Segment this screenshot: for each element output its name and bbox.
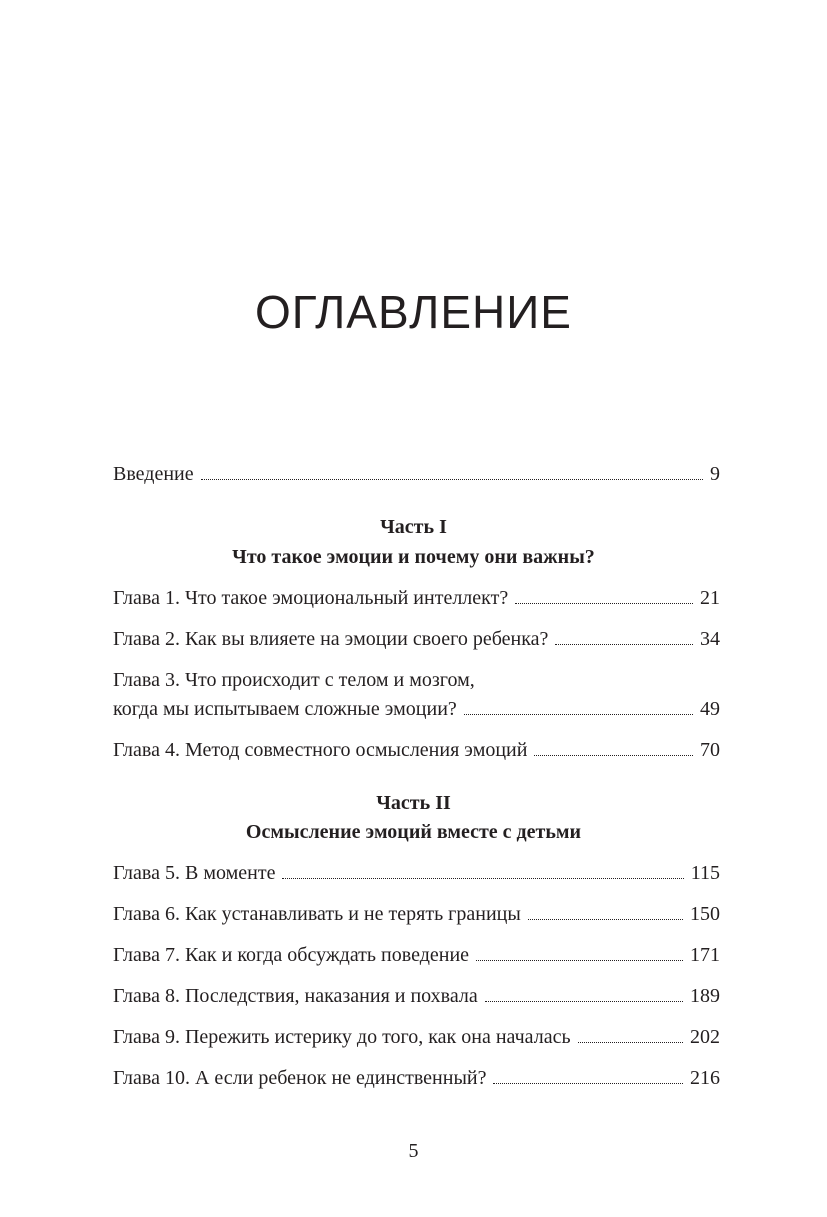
dot-leader bbox=[485, 1000, 683, 1002]
toc-entry-chapter-2 bbox=[113, 627, 720, 651]
toc-entry-chapter-1 bbox=[113, 586, 720, 610]
toc-entry-label: Глава 8. Последствия, наказания и похвала bbox=[113, 985, 478, 1007]
toc-entry-chapter-9 bbox=[113, 1025, 720, 1049]
toc-entry-page: 150 bbox=[690, 903, 720, 925]
toc-entry-chapter-10 bbox=[113, 1066, 720, 1090]
toc-entry-page: 49 bbox=[700, 698, 720, 720]
toc-entry-label: Глава 7. Как и когда обсуждать поведение bbox=[113, 944, 470, 966]
toc-entry-page: 189 bbox=[690, 985, 720, 1007]
toc-entry-chapter-6 bbox=[113, 902, 720, 926]
dot-leader bbox=[464, 713, 693, 715]
dot-leader bbox=[282, 877, 683, 879]
toc-entry-label: Глава 9. Пережить истерику до того, как она началась bbox=[113, 1026, 571, 1048]
toc-entry-page: 202 bbox=[690, 1026, 720, 1048]
toc-entry-page: 9 bbox=[710, 463, 720, 485]
dot-leader bbox=[493, 1082, 683, 1084]
toc-entry-label: когда мы испытываем сложные эмоции? bbox=[113, 698, 457, 720]
toc-entry-page: 115 bbox=[690, 862, 720, 884]
toc-entry-label: Глава 2. Как вы влияете на эмоции своего ребенка? bbox=[113, 628, 549, 650]
toc-entry-page: 21 bbox=[700, 587, 720, 609]
dot-leader bbox=[555, 643, 693, 645]
dot-leader bbox=[528, 918, 683, 920]
toc-entry-label: Глава 1. Что такое эмоциональный интеллект? bbox=[113, 587, 509, 609]
page-number: 5 bbox=[408, 1140, 419, 1162]
toc-entry-page: 216 bbox=[690, 1067, 720, 1089]
dot-leader bbox=[534, 754, 693, 756]
part-subtitle: Что такое эмоции и почему они важны? bbox=[232, 546, 595, 568]
toc-entry-chapter-8 bbox=[113, 984, 720, 1008]
toc-entry-label: Глава 10. А если ребенок не единственный? bbox=[113, 1067, 487, 1089]
page-title: ОГЛАВЛЕНИЕ bbox=[255, 286, 572, 338]
toc-entry-label: Глава 6. Как устанавливать и не терять границы bbox=[113, 903, 521, 925]
dot-leader bbox=[578, 1041, 683, 1043]
toc-entry-page: 171 bbox=[690, 944, 720, 966]
part-subtitle: Осмысление эмоций вместе с детьми bbox=[245, 821, 582, 843]
part-heading: Часть I bbox=[380, 516, 447, 538]
toc-entry-label: Глава 4. Метод совместного осмысления эмоций bbox=[113, 739, 528, 761]
toc-entry-chapter-7 bbox=[113, 943, 720, 967]
toc-entry-label: Глава 5. В моменте bbox=[113, 862, 276, 884]
toc-entry-label: Введение bbox=[113, 463, 194, 485]
toc-entry-chapter-3 bbox=[113, 697, 720, 721]
toc-entry-chapter-4 bbox=[113, 738, 720, 762]
toc-entry-chapter-5 bbox=[113, 861, 720, 885]
part-heading: Часть II bbox=[376, 792, 451, 814]
toc-entry-page: 34 bbox=[700, 628, 720, 650]
dot-leader bbox=[201, 478, 703, 480]
dot-leader bbox=[515, 602, 693, 604]
dot-leader bbox=[476, 959, 683, 961]
toc-entry-page: 70 bbox=[700, 739, 720, 761]
toc-entry-intro bbox=[113, 462, 720, 486]
toc-entry-chapter-3-line-1: Глава 3. Что происходит с телом и мозгом, bbox=[113, 669, 475, 691]
